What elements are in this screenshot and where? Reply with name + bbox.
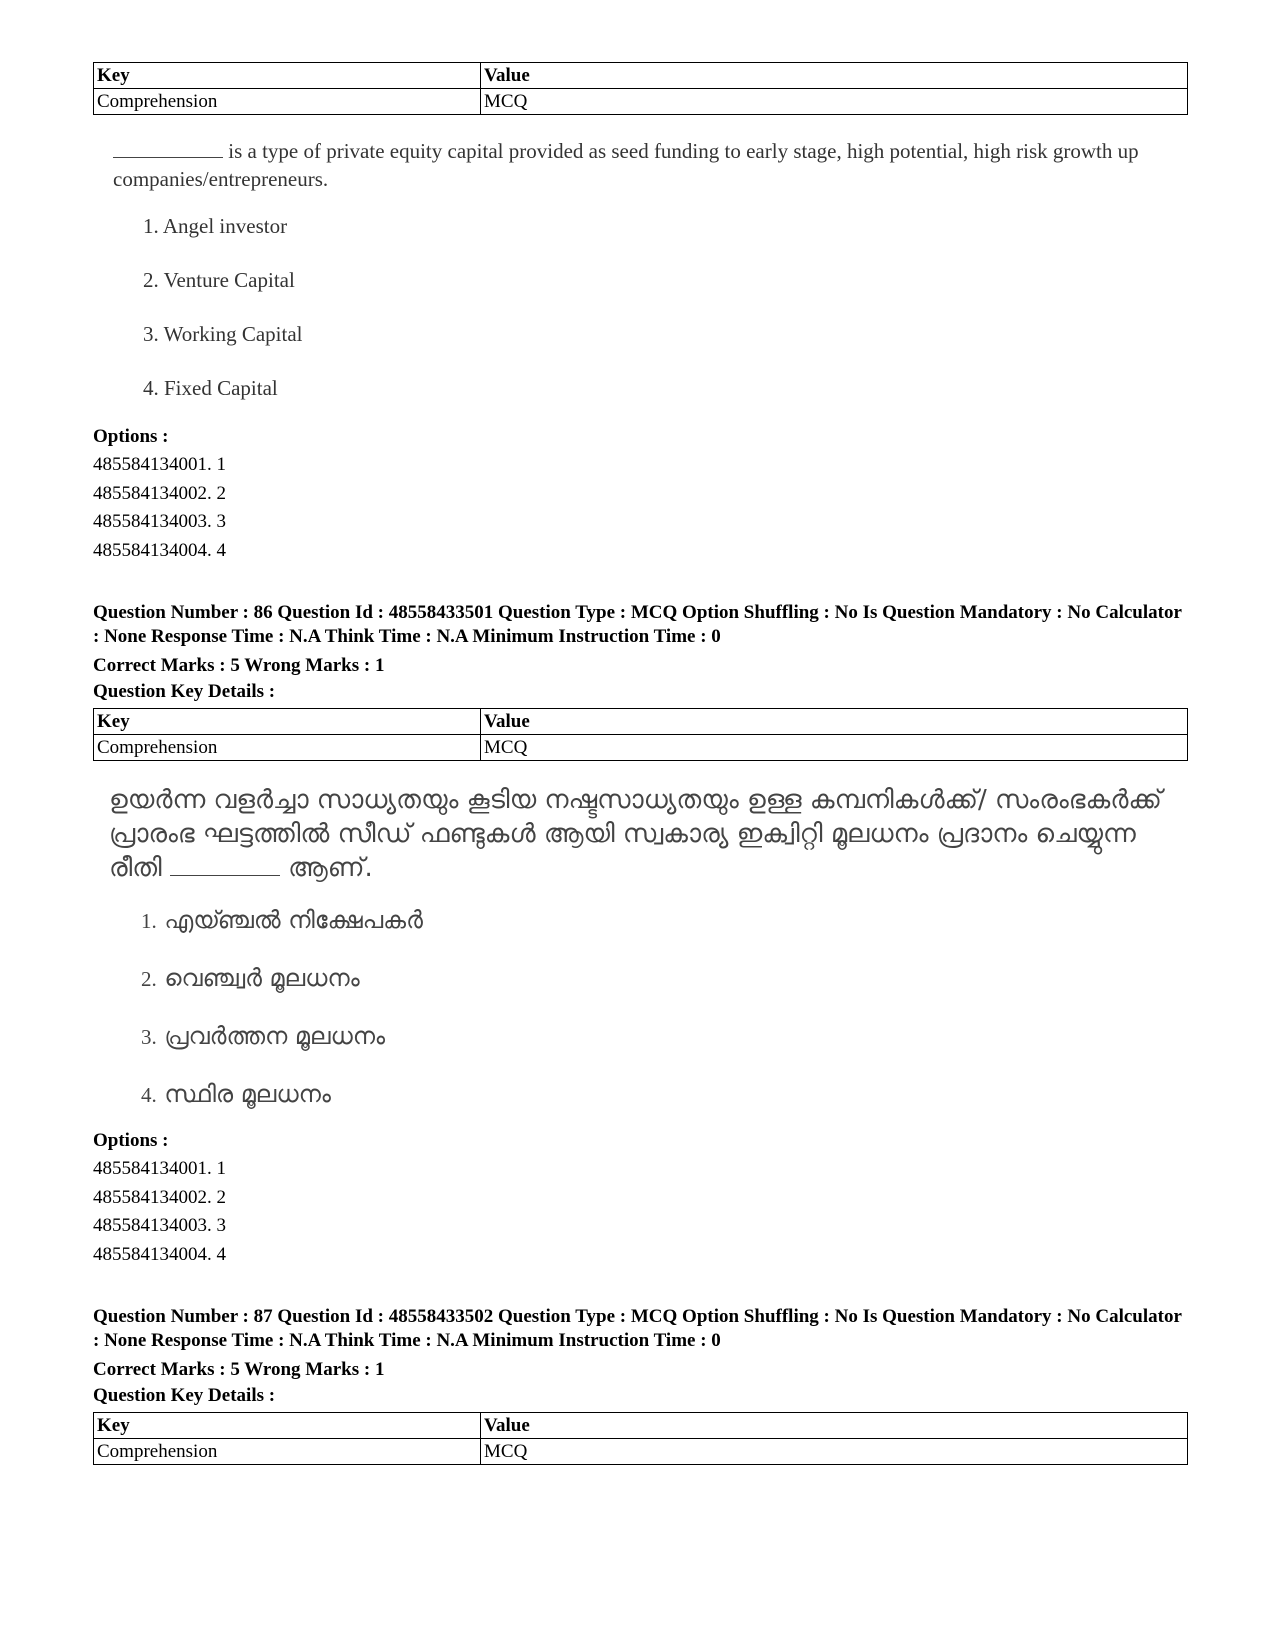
option-id-item: 485584134003. 3 <box>93 511 226 532</box>
question-stem-text: ഉയർന്ന വളർച്ചാ സാധ്യതയും കൂടിയ നഷ്ടസാധ്യതയും ഉള്ള കമ്പനികൾക്ക്/ സംരംഭകർക്ക് പ്രാരംഭ ഘട്ടത്തിൽ സീഡ് ഫണ്ടുകൾ ആയി സ്വകാര്യ ഇക്വിറ്റി മൂലധനം പ്രദാനം ചെയ്യുന്ന രീതി <box>109 785 1162 883</box>
option-id-item: 485584134001. 1 <box>93 454 226 475</box>
table-row <box>94 1439 1188 1465</box>
table-header-row <box>94 63 1188 89</box>
answer-choice <box>141 1019 1188 1077</box>
table-row <box>94 89 1188 115</box>
options-block <box>93 1127 1188 1269</box>
question-stem <box>109 783 1169 885</box>
table-header-key: Key <box>94 1413 481 1439</box>
question-stem <box>113 137 1153 193</box>
question-marks: Correct Marks : 5 Wrong Marks : 1 <box>93 1359 385 1380</box>
table-header-key: Key <box>94 709 481 735</box>
fill-in-blank <box>113 139 223 158</box>
table-row <box>94 735 1188 761</box>
question-marks: Correct Marks : 5 Wrong Marks : 1 <box>93 655 385 676</box>
answer-choice-text: എയ്ഞ്ചൽ നിക്ഷേപകർ <box>164 906 423 934</box>
table-header-key: Key <box>94 63 481 89</box>
document-page <box>93 62 1188 1465</box>
answer-choices <box>141 903 1188 1135</box>
options-label: Options : <box>93 426 169 447</box>
option-id-item: 485584134003. 3 <box>93 1215 226 1236</box>
option-id-item: 485584134002. 2 <box>93 482 226 504</box>
option-id-item: 485584134001. 1 <box>93 1158 226 1179</box>
answer-choice-number: 3. <box>141 1025 157 1049</box>
answer-choice-text: സ്ഥിര മൂലധനം <box>164 1080 331 1108</box>
question-content-malayalam <box>93 783 1188 1135</box>
question-stem-text: is a type of private equity capital provided as seed funding to early stage, high potential, high risk growth up companies/entrepreneurs. <box>113 139 1139 191</box>
table-header-value: Value <box>481 709 1188 735</box>
options-label: Options : <box>93 1130 169 1151</box>
options-block <box>93 423 1188 565</box>
question-key-details-label: Question Key Details : <box>93 681 276 702</box>
options-list <box>93 451 1188 565</box>
answer-choice <box>141 903 1188 961</box>
key-value-table <box>93 1412 1188 1465</box>
table-header-value: Value <box>481 1413 1188 1439</box>
table-cell-value: MCQ <box>481 735 1188 761</box>
answer-choice-number: 2. <box>141 967 157 991</box>
answer-choice: 1. Angel investor <box>143 214 288 238</box>
table-cell-key: Comprehension <box>94 1439 481 1465</box>
option-id-item: 485584134004. 4 <box>93 539 226 561</box>
answer-choice-number: 4. <box>141 1083 157 1107</box>
table-header-row <box>94 709 1188 735</box>
answer-choice-number: 1. <box>141 909 157 933</box>
fill-in-blank <box>170 857 280 876</box>
table-cell-value: MCQ <box>481 89 1188 115</box>
question-key-details-label: Question Key Details : <box>93 1385 276 1406</box>
question-meta: Question Number : 87 Question Id : 48558433502 Question Type : MCQ Option Shuffling : No Is Question Mandatory : No Calculator : None Response Time : N.A Think Time : N.A Minimum Instruction Time : 0 <box>93 1306 1182 1351</box>
table-cell-value: MCQ <box>481 1439 1188 1465</box>
key-value-table <box>93 708 1188 761</box>
question-content-english <box>93 137 1188 427</box>
table-cell-key: Comprehension <box>94 735 481 761</box>
answer-choice: 4. Fixed Capital <box>143 376 278 400</box>
answer-choice: 2. Venture Capital <box>143 268 295 292</box>
answer-choice <box>141 961 1188 1019</box>
question-meta: Question Number : 86 Question Id : 48558433501 Question Type : MCQ Option Shuffling : No Is Question Mandatory : No Calculator : None Response Time : N.A Think Time : N.A Minimum Instruction Time : 0 <box>93 602 1182 647</box>
option-id-item: 485584134004. 4 <box>93 1243 226 1265</box>
answer-choices <box>143 211 1188 427</box>
question-stem-text-end: ആണ്. <box>288 853 373 883</box>
table-header-value: Value <box>481 63 1188 89</box>
answer-choice-text: വെഞ്ച്വർ മൂലധനം <box>164 964 360 992</box>
answer-choice-text: പ്രവർത്തന മൂലധനം <box>164 1022 386 1050</box>
answer-choice: 3. Working Capital <box>143 322 303 346</box>
options-list <box>93 1155 1188 1269</box>
table-cell-key: Comprehension <box>94 89 481 115</box>
option-id-item: 485584134002. 2 <box>93 1186 226 1208</box>
key-value-table-top <box>93 62 1188 115</box>
table-header-row <box>94 1413 1188 1439</box>
